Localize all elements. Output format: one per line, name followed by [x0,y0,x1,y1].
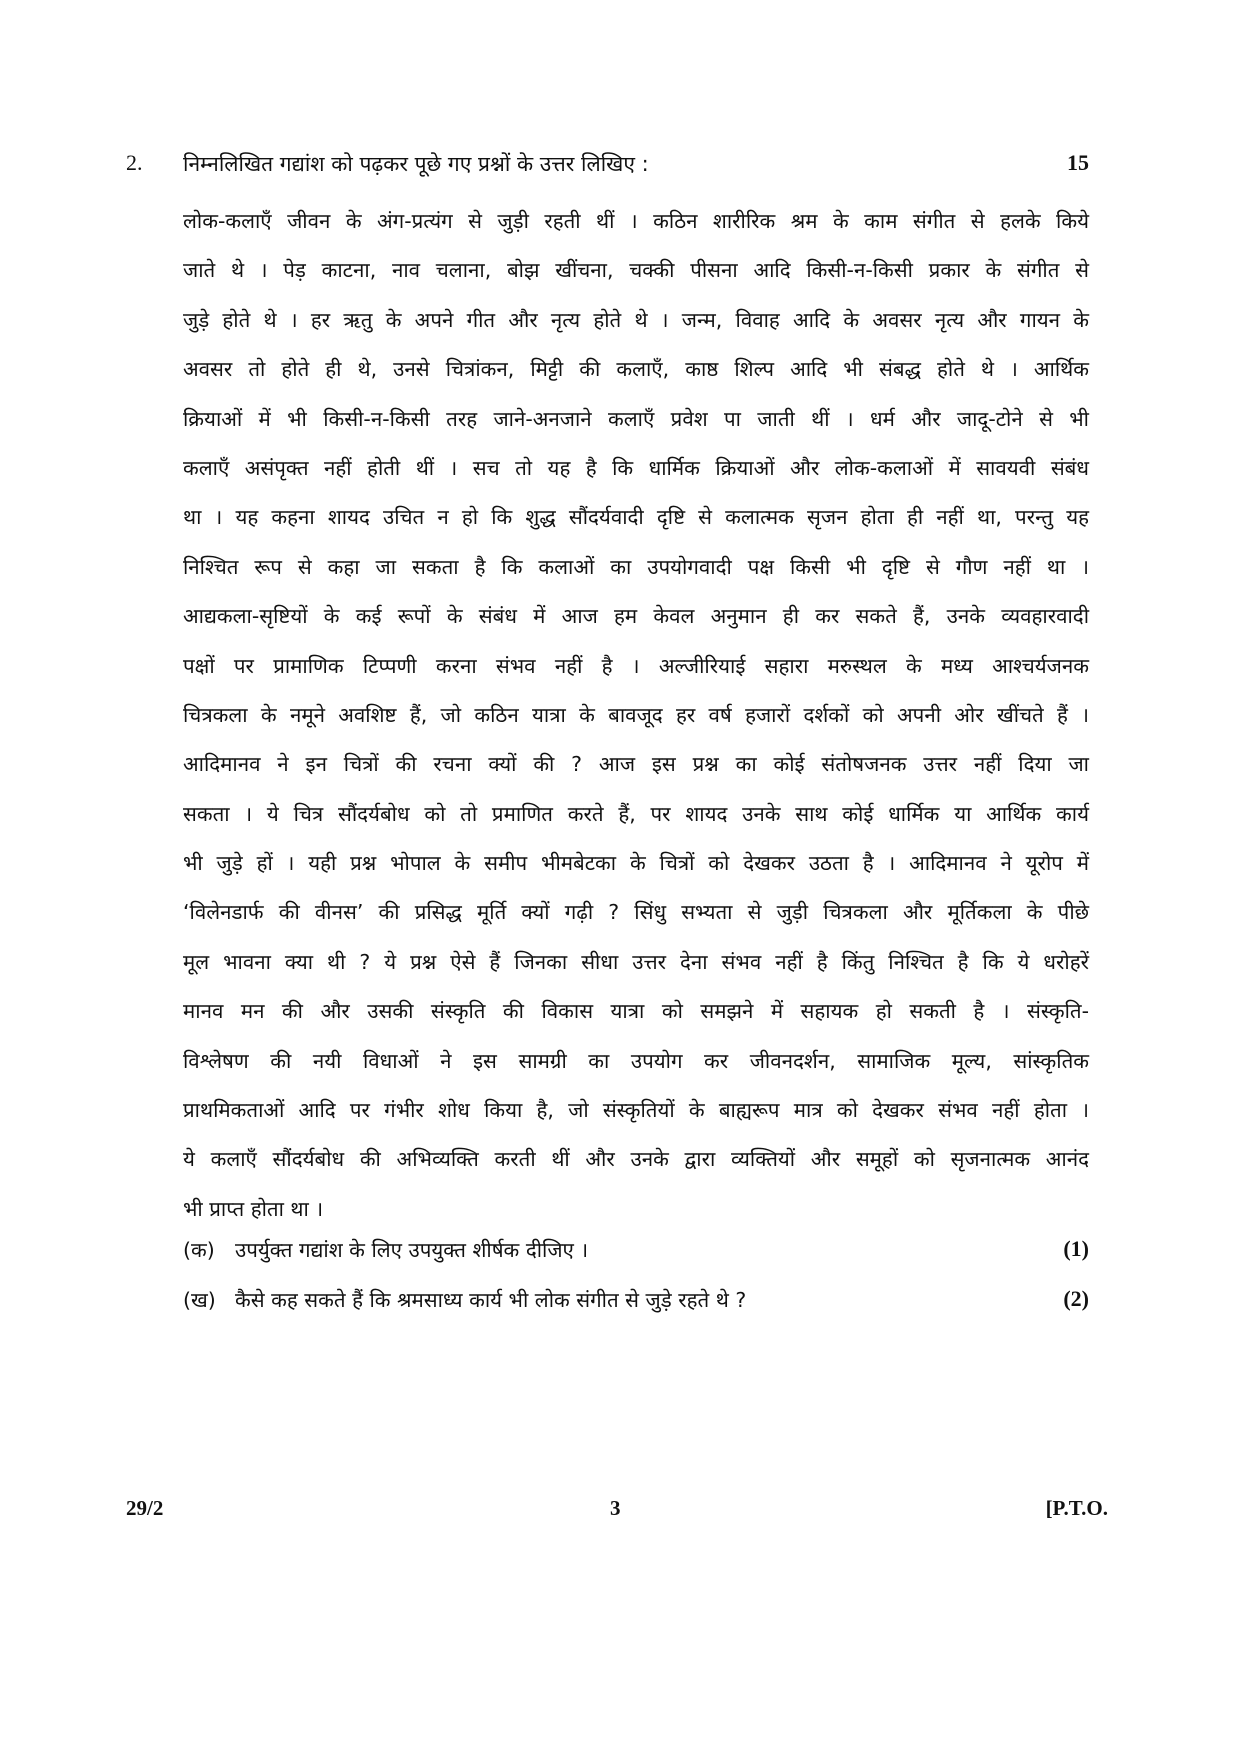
pto-label: [P.T.O. [1045,1496,1108,1520]
passage-line: सकता । ये चित्र सौंदर्यबोध को तो प्रमाणित करते हैं, पर शायद उनके साथ कोई धार्मिक या आर्थिक कार्य [183,801,1089,826]
passage [183,206,1089,1243]
passage-line: भी जुड़े हों । यही प्रश्न भोपाल के समीप भीमबेटका के चित्रों को देखकर उठता है । आदिमानव ने यूरोप में [183,851,1089,876]
passage-line: चित्रकला के नमूने अवशिष्ट हैं, जो कठिन यात्रा के बावजूद हर वर्ष हजारों दर्शकों को अपनी ओर खींचते हैं । [183,702,1089,727]
passage-line: लोक-कलाएँ जीवन के अंग-प्रत्यंग से जुड़ी रहती थीं । कठिन शारीरिक श्रम के काम संगीत से हलके किये [183,209,1089,233]
question-marks: 15 [1067,150,1089,175]
passage-line: भी प्राप्त होता था । [183,1196,324,1221]
subquestion-kha [183,1286,1089,1320]
subquestion-label: (ख) [183,1288,216,1312]
page-number: 3 [610,1496,621,1520]
passage-line: आद्यकला-सृष्टियों के कई रूपों के संबंध में आज हम केवल अनुमान ही कर सकते हैं, उनके व्यवहारवादी [183,604,1089,629]
passage-line: क्रियाओं में भी किसी-न-किसी तरह जाने-अनजाने कलाएँ प्रवेश पा जाती थीं । धर्म और जादू-टोने से भी [183,406,1089,431]
passage-line: निश्चित रूप से कहा जा सकता है कि कलाओं का उपयोगवादी पक्ष किसी भी दृष्टि से गौण नहीं था । [183,554,1089,579]
passage-line: ये कलाएँ सौंदर्यबोध की अभिव्यक्ति करती थीं और उनके द्वारा व्यक्तियों और समूहों को सृजनात्मक आनंद [183,1147,1089,1172]
passage-line: था । यह कहना शायद उचित न हो कि शुद्ध सौंदर्यवादी दृष्टि से कलात्मक सृजन होता ही नहीं था, परन्तु यह [183,505,1089,530]
passage-line: आदिमानव ने इन चित्रों की रचना क्यों की ? आज इस प्रश्न का कोई संतोषजनक उत्तर नहीं दिया जा [183,752,1089,777]
subquestion-text: कैसे कह सकते हैं कि श्रमसाध्य कार्य भी लोक संगीत से जुड़े रहते थे ? [235,1288,747,1312]
passage-line: कलाएँ असंपृक्त नहीं होती थीं । सच तो यह है कि धार्मिक क्रियाओं और लोक-कलाओं में सावयवी संबंध [183,455,1089,480]
passage-line: पक्षों पर प्रामाणिक टिप्पणी करना संभव नहीं है । अल्जीरियाई सहारा मरुस्थल के मध्य आश्चर्यजनक [183,653,1089,678]
subquestion-marks: (1) [1063,1236,1089,1261]
question-number: 2. [126,150,143,175]
subquestion-ka [183,1236,1089,1270]
passage-line: ‘विलेनडार्फ की वीनस’ की प्रसिद्ध मूर्ति क्यों गढ़ी ? सिंधु सभ्यता से जुड़ी चित्रकला और मूर्तिकला के पीछे [183,900,1089,925]
subquestion-text: उपर्युक्त गद्यांश के लिए उपयुक्त शीर्षक दीजिए । [235,1238,589,1262]
paper-code: 29/2 [126,1496,164,1520]
passage-line: मूल भावना क्या थी ? ये प्रश्न ऐसे हैं जिनका सीधा उत्तर देना संभव नहीं है किंतु निश्चित है कि ये धरोहरें [183,949,1089,974]
subquestion-label: (क) [183,1238,215,1262]
passage-line: अवसर तो होते ही थे, उनसे चित्रांकन, मिट्टी की कलाएँ, काष्ठ शिल्प आदि भी संबद्ध होते थे । आर्थिक [183,357,1089,382]
passage-line: जाते थे । पेड़ काटना, नाव चलाना, बोझ खींचना, चक्की पीसना आदि किसी-न-किसी प्रकार के संगीत से [183,258,1089,283]
passage-line: प्राथमिकताओं आदि पर गंभीर शोध किया है, जो संस्कृतियों के बाह्यरूप मात्र को देखकर संभव नहीं होता । [183,1098,1089,1123]
passage-line: मानव मन की और उसकी संस्कृति की विकास यात्रा को समझने में सहायक हो सकती है । संस्कृति- [183,999,1089,1024]
question-instruction: निम्नलिखित गद्यांश को पढ़कर पूछे गए प्रश्नों के उत्तर लिखिए : [183,152,649,176]
subquestion-marks: (2) [1063,1286,1089,1311]
passage-line: विश्लेषण की नयी विधाओं ने इस सामग्री का उपयोग कर जीवनदर्शन, सामाजिक मूल्य, सांस्कृतिक [183,1048,1089,1073]
passage-line: जुड़े होते थे । हर ऋतु के अपने गीत और नृत्य होते थे । जन्म, विवाह आदि के अवसर नृत्य और गायन के [183,307,1090,332]
